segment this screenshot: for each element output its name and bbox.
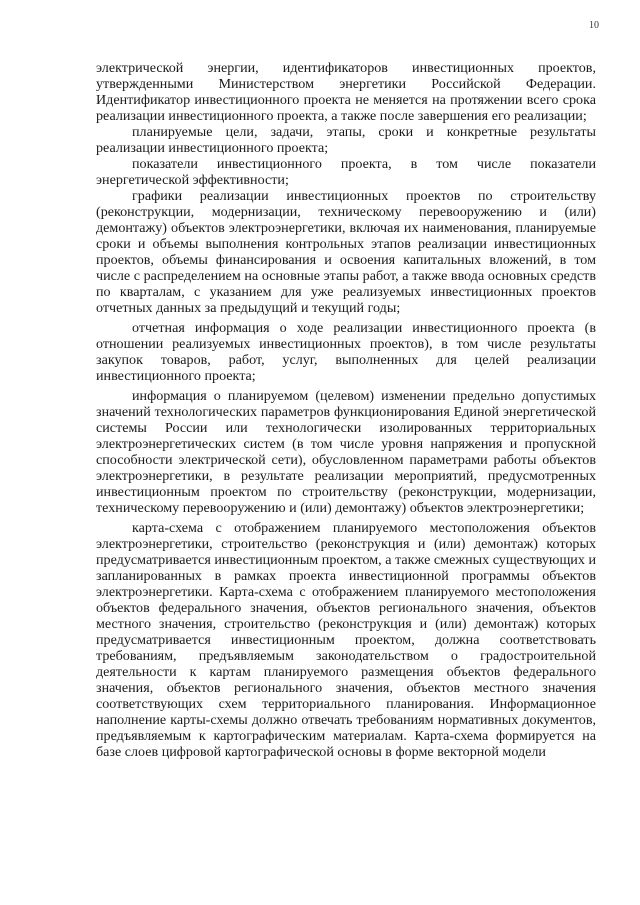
paragraph-map-scheme: карта-схема с отображением планируемого местоположения объектов электроэнергетики, строительство (реконструкция и (или) демонтаж) которых предусматривается инвестиционным проектом, а также смежных существующих и запланированных в рамках проекта инвестиционной программы объектов электроэнергетики. Карта-схема с отображением планируемого местоположения объектов федерального значения, объектов регионального значения, объектов местного значения, строительство (реконструкция и (или) демонтаж) которых предусматривается инвестиционным проектом, должна соответствовать требованиям, предъявляемым законодательством о градостроительной деятельности к картам планируемого размещения объектов федерального значения, объектов регионального значения, объектов местного значения соответствующих схем территориального планирования. Информационное наполнение карты-схемы должно отвечать требованиям нормативных документов, предъявляемым к картографическим материалам. Карта-схема формируется на базе слоев цифровой картографической основы в форме векторной модели (96, 520, 596, 760)
page-number: 10 (589, 20, 599, 31)
document-body (96, 60, 596, 760)
paragraph-continuation: электрической энергии, идентификаторов инвестиционных проектов, утвержденными Министерством энергетики Российской Федерации. Идентификатор инвестиционного проекта не меняется на протяжении всего срока реализации инвестиционного проекта, а также после завершения его реализации; (96, 60, 596, 124)
paragraph-reporting: отчетная информация о ходе реализации инвестиционного проекта (в отношении реализуемых инвестиционных проектов), в том числе результаты закупок товаров, работ, услуг, выполненных для целей реализации инвестиционного проекта; (96, 320, 596, 384)
paragraph-parameters: информация о планируемом (целевом) изменении предельно допустимых значений технологических параметров функционирования Единой энергетической системы России или технологически изолированных территориальных электроэнергетических систем (в том числе уровня напряжения и пропускной способности электрической сети), обусловленном параметрами работы объектов электроэнергетики, в результате реализации мероприятий, предусмотренных инвестиционным проектом по строительству (реконструкции, модернизации, техническому перевооружению и (или) демонтажу) объектов электроэнергетики; (96, 388, 596, 516)
paragraph-schedules: графики реализации инвестиционных проектов по строительству (реконструкции, модернизации, техническому перевооружению и (или) демонтажу) объектов электроэнергетики, включая их наименования, планируемые сроки и объемы выполнения контрольных этапов реализации инвестиционных проектов, объемы финансирования и освоения капитальных вложений, в том числе с распределением на основные этапы работ, а также ввода основных средств по кварталам, с указанием для уже реализуемых инвестиционных проектов отчетных данных за предыдущий и текущий годы; (96, 188, 596, 316)
paragraph-indicators: показатели инвестиционного проекта, в том числе показатели энергетической эффективности; (96, 156, 596, 188)
paragraph-goals: планируемые цели, задачи, этапы, сроки и конкретные результаты реализации инвестиционного проекта; (96, 124, 596, 156)
